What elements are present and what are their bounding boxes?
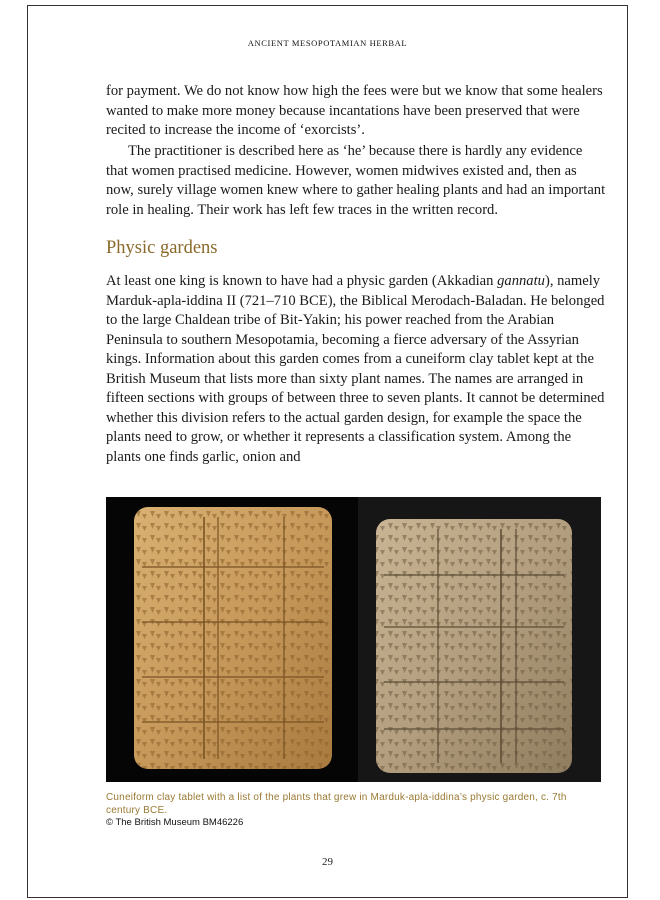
tablet-reverse	[376, 519, 572, 773]
paragraph-1: for payment. We do not know how high the fees were but we know that some healers wanted to make more money because incantations have been preserved that were recited to increase the income of ‘exorcists’.	[106, 83, 603, 138]
tablet-illustration	[106, 497, 601, 782]
paragraph-3-start: At least one king is known to have had a physic garden (Akkadian	[106, 273, 498, 289]
paragraph-3	[106, 272, 606, 467]
running-head: ANCIENT MESOPOTAMIAN HERBAL	[247, 38, 408, 48]
section-heading: Physic gardens	[106, 238, 218, 258]
page-number: 29	[322, 856, 333, 868]
photo-credit: © The British Museum BM46226	[106, 817, 244, 828]
figure-caption: Cuneiform clay tablet with a list of the plants that grew in Marduk-apla-iddina’s physic garden, c. 7th century BCE.	[106, 792, 567, 816]
paragraph-3-rest: ), namely Marduk-apla-iddina II (721–710 BCE), the Biblical Merodach-Baladan. He belonged to the large Chaldean tribe of Bit-Yakin; his power reached from the Arabian Peninsula to southern Mesopotamia, becoming a fierce adversary of the Assyrian kings. Information about this garden comes from a cuneiform clay tablet kept at the British Museum that lists more than sixty plant names. The names are arranged in fifteen sections with groups of between three to seven plants. It cannot be determined whether this division refers to the actual garden design, for example the space the plants need to grow, or whether it represents a classification system. Among the plants one finds garlic, onion and	[106, 273, 605, 465]
akkadian-term: gannatu	[497, 273, 545, 289]
book-page	[27, 5, 628, 898]
paragraph-2: The practitioner is described here as ‘he’ because there is hardly any evidence that women practised medicine. However, women midwives existed and, then as now, surely village women knew where to gather healing plants and had an important role in healing. Their work has left few traces in the written record.	[106, 143, 606, 218]
cuneiform-tablet-photo	[106, 497, 601, 782]
tablet-obverse	[134, 507, 332, 769]
